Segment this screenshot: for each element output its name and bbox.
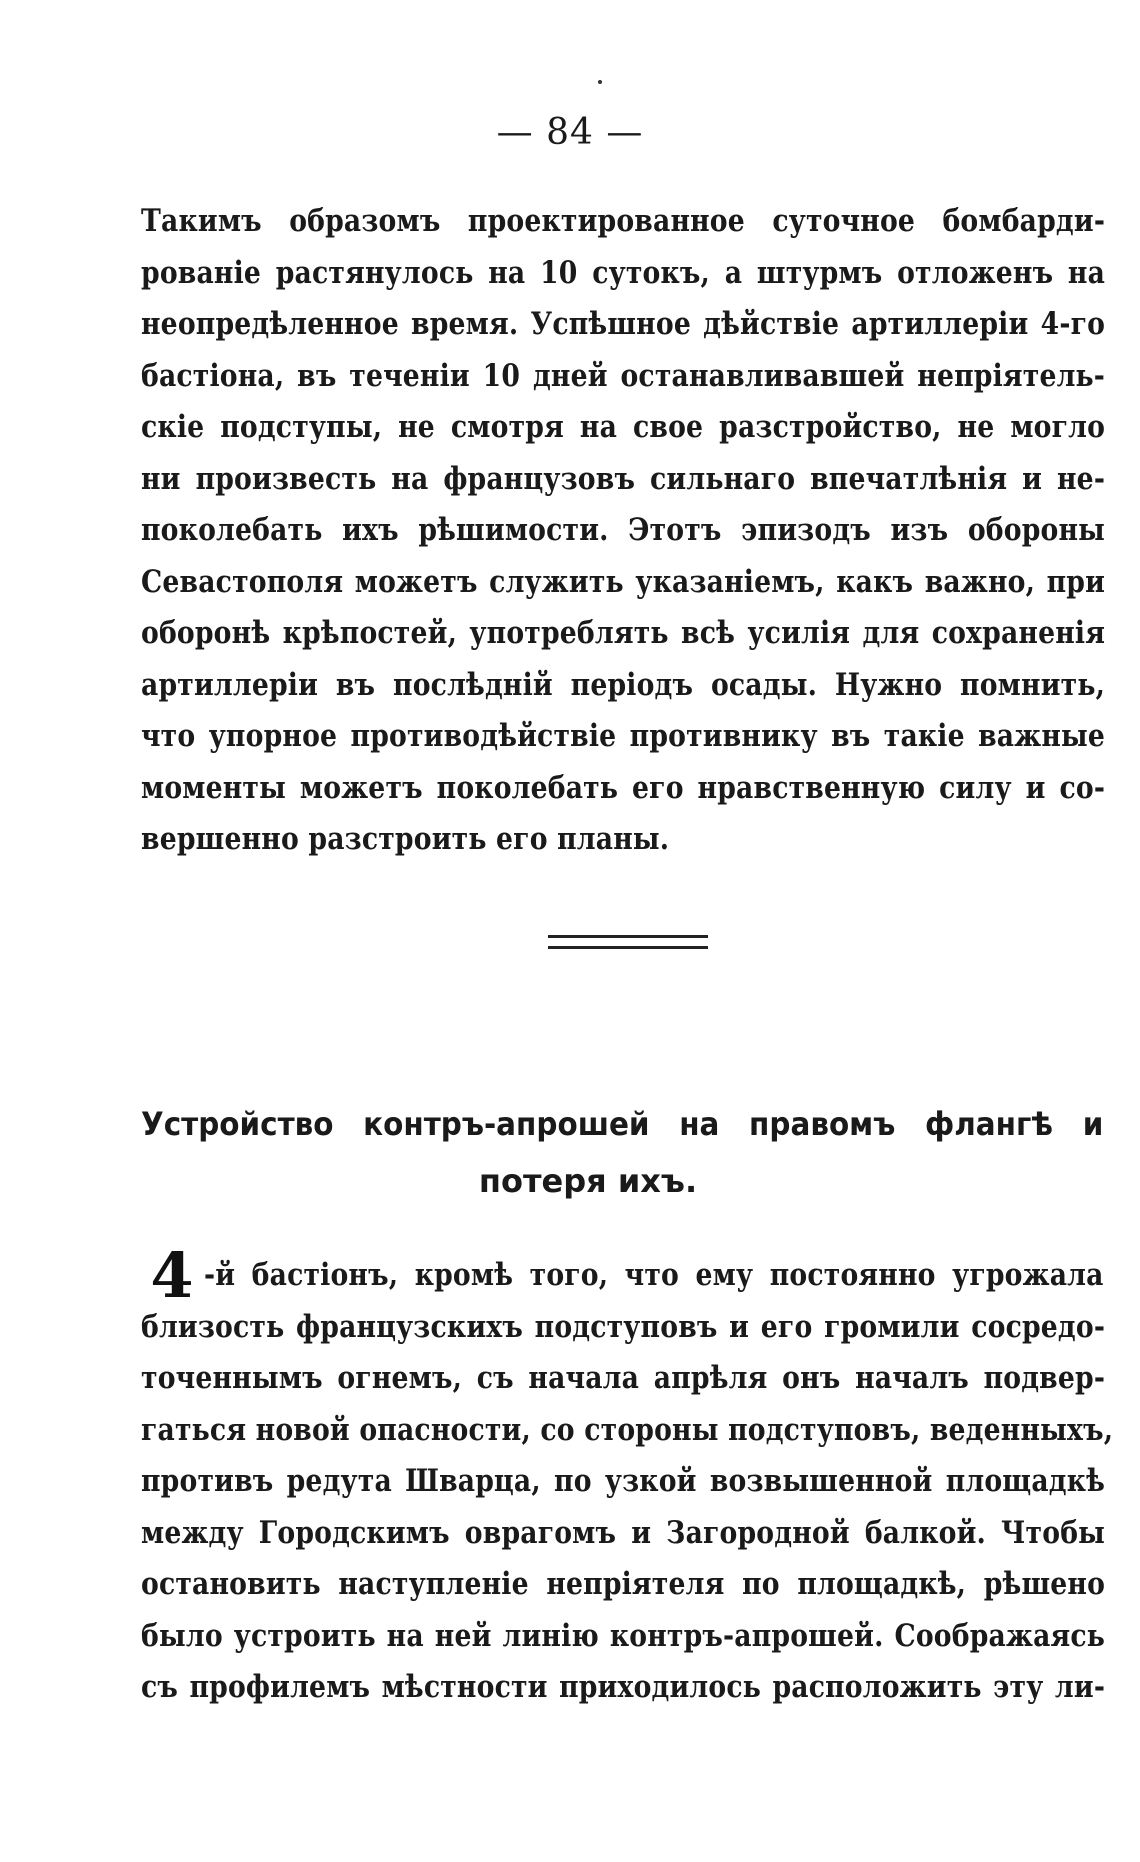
text-line: поколебать ихъ рѣшимости. Этотъ эпизодъ изъ обороны xyxy=(141,512,1106,548)
text-line: Севастополя можетъ служить указаніемъ, какъ важно, при xyxy=(141,563,1106,600)
text-line: близость французскихъ подступовъ и его громили сосредо- xyxy=(141,1308,1106,1345)
print-speck xyxy=(598,80,602,84)
text-line: что упорное противодѣйствіе противнику въ такіе важные xyxy=(141,718,1106,754)
drop-cap: 4 xyxy=(150,1239,194,1312)
section-heading-line-2: потеря ихъ. xyxy=(478,1162,698,1200)
text-line: скіе подступы, не смотря на свое разстройство, не могло xyxy=(141,409,1106,445)
text-line: было устроить на ней линію контръ-апрошей. Соображаясь xyxy=(141,1617,1106,1654)
text-line: бастіона, въ теченіи 10 дней останавливавшей непріятель- xyxy=(141,357,1106,394)
section-divider xyxy=(548,935,708,949)
page-number: — 84 — xyxy=(496,112,644,153)
text-line: противъ редута Шварца, по узкой возвышенной площадкѣ xyxy=(141,1463,1106,1499)
text-line: моменты можетъ поколебать его нравственную силу и со- xyxy=(141,769,1106,806)
text-line: -й бастіонъ, кромѣ того, что ему постоянно угрожала xyxy=(204,1257,1104,1293)
text-line: вершенно разстроить его планы. xyxy=(141,821,670,857)
text-line: артиллеріи въ послѣдній періодъ осады. Нужно помнить, xyxy=(141,666,1106,703)
text-line: остановить наступленіе непріятеля по площадкѣ, рѣшено xyxy=(141,1566,1106,1602)
text-line: точеннымъ огнемъ, съ начала апрѣля онъ началъ подвер- xyxy=(141,1360,1106,1396)
text-line: рованіе растянулось на 10 сутокъ, а штурмъ отложенъ на xyxy=(141,254,1106,291)
text-line: гаться новой опасности, со стороны подступовъ, веденныхъ, xyxy=(141,1411,1114,1448)
text-line: Такимъ образомъ проектированное суточное бомбарди- xyxy=(141,203,1106,239)
section-heading-line-1: Устройство контръ-апрошей на правомъ флангѣ и xyxy=(141,1105,1104,1143)
text-line: оборонѣ крѣпостей, употреблять всѣ усилія для сохраненія xyxy=(141,615,1106,651)
text-line: съ профилемъ мѣстности приходилось расположить эту ли- xyxy=(141,1669,1106,1705)
text-line: неопредѣленное время. Успѣшное дѣйствіе артиллеріи 4-го xyxy=(141,306,1106,342)
text-line: ни произвесть на французовъ сильнаго впечатлѣнія и не- xyxy=(141,460,1106,497)
text-line: между Городскимъ оврагомъ и Загородной балкой. Чтобы xyxy=(141,1514,1106,1551)
